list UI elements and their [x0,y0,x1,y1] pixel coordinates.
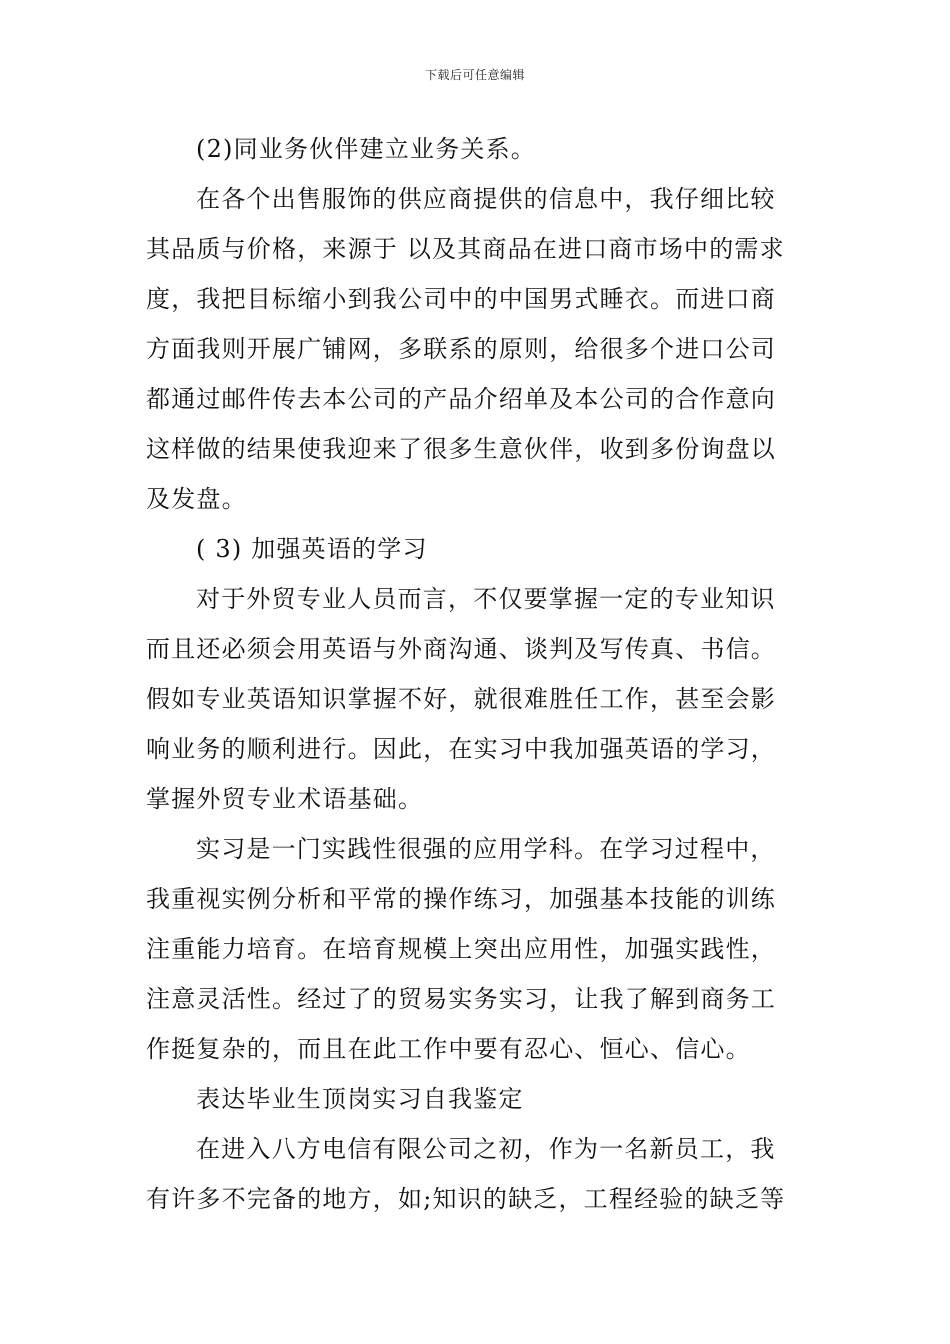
text-line: 在进入八方电信有限公司之初，作为一名新员工，我 [196,1135,776,1163]
text-line: 我重视实例分析和平常的操作练习，加强基本技能的训练 [146,885,776,913]
text-line: 对于外贸专业人员而言，不仅要掌握一定的专业知识 [196,585,776,613]
text-line: 实习是一门实践性很强的应用学科。在学习过程中， [196,835,776,863]
text-line: 在各个出售服饰的供应商提供的信息中，我仔细比较 [196,185,776,213]
text-line: ( 3) 加强英语的学习 [196,535,428,563]
text-line: 掌握外贸专业术语基础。 [146,785,424,813]
page-header: 下载后可任意编辑 [424,68,525,82]
document-body [146,124,808,1224]
text-line: 方面我则开展广铺网，多联系的原则，给很多个进口公司 [146,335,776,363]
text-line: 有许多不完备的地方，如;知识的缺乏，工程经验的缺乏等 [146,1185,786,1213]
text-line: 都通过邮件传去本公司的产品介绍单及本公司的合作意向 [146,385,776,413]
text-line: 假如专业英语知识掌握不好，就很难胜任工作，甚至会影 [146,685,776,713]
text-line: 响业务的顺利进行。因此，在实习中我加强英语的学习， [146,735,776,763]
text-line: 度，我把目标缩小到我公司中的中国男式睡衣。而进口商 [146,285,776,313]
text-line: 注重能力培育。在培育规模上突出应用性，加强实践性， [146,935,776,963]
text-line: 这样做的结果使我迎来了很多生意伙伴，收到多份询盘以 [146,435,776,463]
text-line: 及发盘。 [146,485,247,513]
text-line: 其品质与价格，来源于 以及其商品在进口商市场中的需求 [146,235,785,263]
text-line: 作挺复杂的，而且在此工作中要有忍心、恒心、信心。 [146,1035,751,1063]
text-line: 表达毕业生顶岗实习自我鉴定 [196,1085,524,1113]
text-line: (2)同业务伙伴建立业务关系。 [196,135,536,163]
text-line: 注意灵活性。经过了的贸易实务实习，让我了解到商务工 [146,985,776,1013]
text-line: 而且还必须会用英语与外商沟通、谈判及写传真、书信。 [146,635,776,663]
